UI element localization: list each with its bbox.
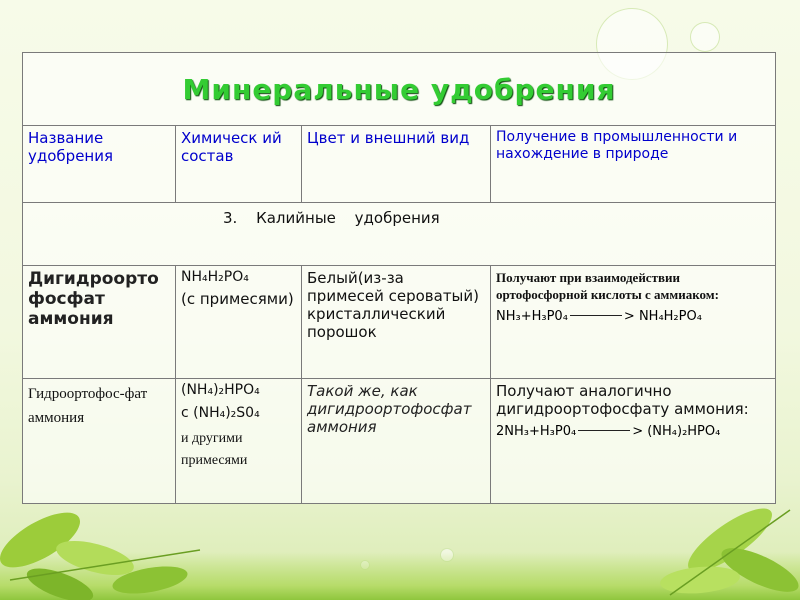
- row2-chem-c: и другими примесями: [181, 431, 248, 468]
- row1-chem-a: NH₄H₂PO₄: [181, 269, 249, 285]
- row2-chem-cell: [176, 379, 302, 504]
- header-chem: Химическ ий состав: [176, 126, 302, 203]
- row2-prod-cell: [491, 379, 776, 504]
- bubble-decoration: [690, 22, 720, 52]
- row2-formula-right: > (NH₄)₂HPO₄: [632, 424, 721, 439]
- page-title: Минеральные удобрения: [182, 72, 616, 106]
- row1-chem-b: (с примесями): [181, 290, 294, 308]
- table-row: [23, 379, 776, 504]
- table-row: [23, 266, 776, 379]
- row2-name: Гидроортофос-фат аммония: [28, 386, 148, 426]
- header-name: Название удобрения: [23, 126, 176, 203]
- header-production: Получение в промышленности и нахождение в природе: [491, 126, 776, 203]
- row1-prod-cell: [491, 266, 776, 379]
- arrow-icon: [570, 315, 622, 316]
- fertilizer-table: [22, 52, 776, 504]
- row2-formula-left: 2NH₃+H₃P0₄: [496, 424, 577, 439]
- header-color: Цвет и внешний вид: [302, 126, 491, 203]
- row2-chem-a: (NH₄)₂HPO₄: [181, 382, 260, 398]
- section-heading: 3. Калийные удобрения: [223, 209, 440, 227]
- row1-color: Белый(из-за примесей сероватый) кристаллический порошок: [302, 266, 491, 379]
- row2-chem-b: с (NH₄)₂S0₄: [181, 405, 260, 421]
- row1-name-a: Дигидроорто: [28, 269, 159, 289]
- row2-prod-text: Получают аналогично дигидроортофосфату аммония:: [496, 382, 749, 418]
- row1-formula-right: > NH₄H₂PO₄: [623, 309, 702, 324]
- row2-color: Такой же, как дигидроортофосфат аммония: [302, 379, 491, 504]
- row1-name-b: фосфат аммония: [28, 289, 114, 329]
- row1-formula: [496, 309, 770, 324]
- section-cell: [23, 203, 776, 266]
- row1-name-cell: [23, 266, 176, 379]
- row1-prod-text: Получают при взаимодействии ортофосфорной кислоты с аммиаком:: [496, 270, 719, 302]
- title-cell: [23, 53, 776, 126]
- row1-formula-left: NH₃+H₃P0₄: [496, 309, 568, 324]
- arrow-icon: [578, 430, 630, 431]
- row1-chem-cell: [176, 266, 302, 379]
- row2-formula: [496, 424, 770, 439]
- row2-name-cell: [23, 379, 176, 504]
